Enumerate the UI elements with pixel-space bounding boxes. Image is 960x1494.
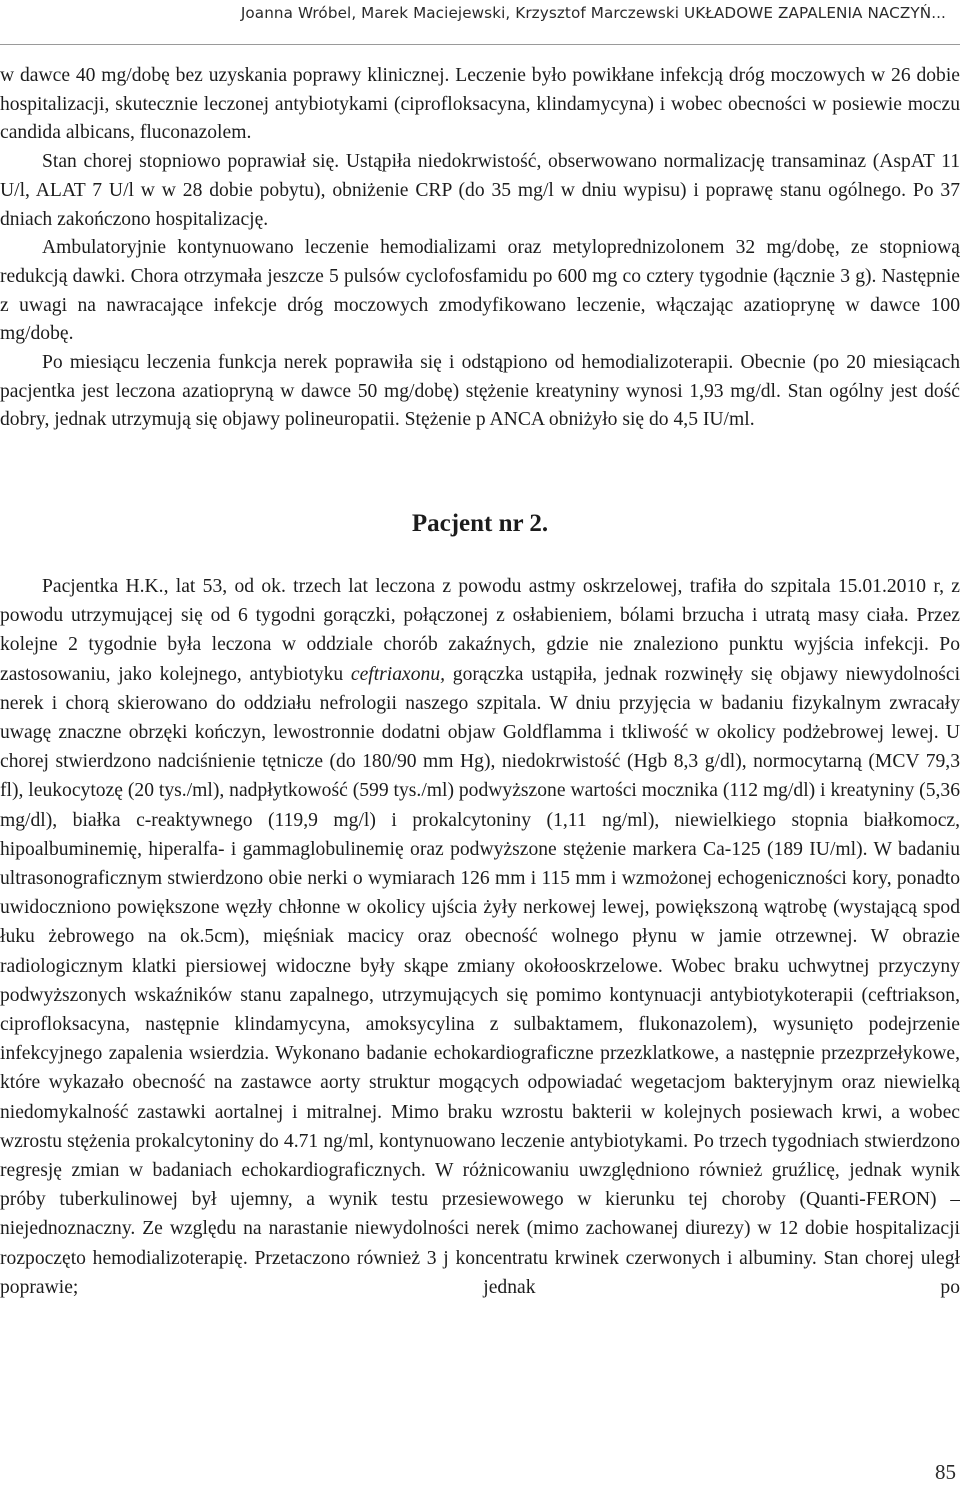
- running-header: Joanna Wróbel, Marek Maciejewski, Krzysztof Marczewski UKŁADOWE ZAPALENIA NACZYŃ...: [240, 4, 946, 22]
- paragraph-patient-2: [0, 572, 960, 1302]
- page-number: 85: [935, 1460, 956, 1484]
- paragraph-continuation: w dawce 40 mg/dobę bez uzyskania poprawy klinicznej. Leczenie było powikłane infekcją dróg moczowych w 26 dobie hospitalizacji, skutecznie leczonej antybiotykami (ciprofloksacyna, klindamycyna) i wobec obecności w posiewie moczu candida albicans, fluconazolem.: [0, 65, 960, 144]
- case2-text-block: [0, 572, 960, 1302]
- paragraph-followup: Po miesiącu leczenia funkcja nerek poprawiła się i odstąpiono od hemodializoterapii. Obecnie (po 20 miesiącach pacjentka jest leczona azatiopryną w dawce 50 mg/dobę) stężenie kreatyniny wynosi 1,93 mg/dl. Stan ogólny jest dość dobry, jednak utrzymują się objawy polineuropatii. Stężenie p ANCA obniżyło się do 4,5 IU/ml.: [0, 352, 960, 431]
- header-divider: [0, 44, 960, 45]
- section-heading-patient-2: Pacjent nr 2.: [411, 510, 549, 537]
- paragraph-patient-2-part-1: Pacjentka H.K., lat 53, od ok. trzech lat leczona z powodu astmy oskrzelowej, trafiła do szpitala 15.01.2010 r, z powodu utrzymującej się od 6 tygodni gorączki, połączonej z osłabieniem, bólami brzucha i utratą masy ciała. Przez kolejne 2 tygodnie była leczona w oddziale chorób zakaźnych, gdzie nie znaleziono punktu wyjścia infekcji. Po zastosowaniu, jako kolejnego, antybiotyku: [0, 576, 960, 685]
- paragraph-patient-2-part-2: gorączka ustąpiła, jednak rozwinęły się objawy niewydolności nerek i chorą skierowano do oddziału nefrologii naszego szpitala. W dniu przyjęcia w badaniu fizykalnym zwracały uwagę znaczne obrzęki kończyn, lewostronnie dodatni objaw Goldflamma i tkliwość w okolicy podżebrowej lewej. U chorej stwierdzono nadciśnienie tętnicze (do 180/90 mm Hg), niedokrwistość (Hgb 8,3 g/dl), normocytarną (MCV 79,3 fl), leukocytozę (20 tys./ml), nadpłytkowość (599 tys./ml) podwyższone wartości mocznika (112 mg/dl) i kreatyniny (5,36 mg/dl), białka c-reaktywnego (119,9 mg/l) i prokalcytoniny (1,11 ng/ml), niewielkiego stopnia białkomocz, hipoalbuminemię, hiperalfa- i gammaglobulinemię oraz podwyższone stężenie markera Ca-125 (189 IU/ml). W badaniu ultrasonograficznym stwierdzono obie nerki o wymiarach 126 mm i 115 mm i wzmożonej echogeniczności kory, ponadto uwidoczniono powiększone węzły chłonne w okolicy ujścia żyły nerkowej lewej, powiększoną wątrobę (wystającą spod łuku żebrowego na ok.5cm), mięśniak macicy oraz obecność wolnego płynu w jamie otrzewnej. W obrazie radiologicznym klatki piersiowej widoczne były skąpe zmiany okołooskrzelowe. Wobec braku uchwytnej przyczyny podwyższonych wskaźników stanu zapalnego, utrzymujących się pomimo kontynuacji antybiotykoterapii (ceftriakson, ciprofloksacyna, następnie klindamycyna, amoksycylina z sulbaktamem, flukonazolem), wysunięto podejrzenie infekcyjnego zapalenia wsierdzia. Wykonano badanie echokardiograficzne przezklatkowe, a następnie przezprzełykowe, które wykazało obecność na zastawce aorty struktur mogących odpowiadać wegetacjom bakteryjnym oraz niewielką niedomykalność zastawki aortalnej i mitralnej. Mimo braku wzrostu bakterii w kolejnych posiewach krwi, a wobec wzrostu stężenia prokalcytoniny do 4.71 ng/ml, kontynuowano leczenie antybiotykami. Po trzech tygodniach stwierdzono regresję zmian w badaniach echokardiograficznych. W różnicowaniu uwzględniono również gruźlicę, jednak wynik próby tuberkulinowej był ujemny, a wynik testu przesiewowego w kierunku tej choroby (Quanti-FERON) – niejednoznaczny. Ze względu na narastanie niewydolności nerek (mimo zachowanej diurezy) w 12 dobie hospitalizacji rozpoczęto hemodializoterapię. Przetaczono również 3 j koncentratu krwinek czerwonych i albuminy. Stan chorej uległ poprawie; jednak po: [0, 663, 960, 1298]
- case1-text-block: [0, 62, 960, 435]
- drug-name-italic: ceftriaxonu,: [350, 663, 446, 685]
- paragraph-improvement: Stan chorej stopniowo poprawiał się. Ustąpiła niedokrwistość, obserwowano normalizację transaminaz (AspAT 11 U/l, ALAT 7 U/l w w 28 dobie pobytu), obniżenie CRP (do 35 mg/l w dniu wypisu) i poprawę stanu ogólnego. Po 37 dniach zakończono hospitalizację.: [0, 151, 960, 230]
- paragraph-outpatient: Ambulatoryjnie kontynuowano leczenie hemodializami oraz metyloprednizolonem 32 mg/dobę, ze stopniową redukcją dawki. Chora otrzymała jeszcze 5 pulsów cyclofosfamidu po 600 mg co cztery tygodnie (łącznie 3 g). Następnie z uwagi na nawracające infekcje dróg moczowych zmodyfikowano leczenie, włączając azatioprynę w dawce 100 mg/dobę.: [0, 237, 960, 345]
